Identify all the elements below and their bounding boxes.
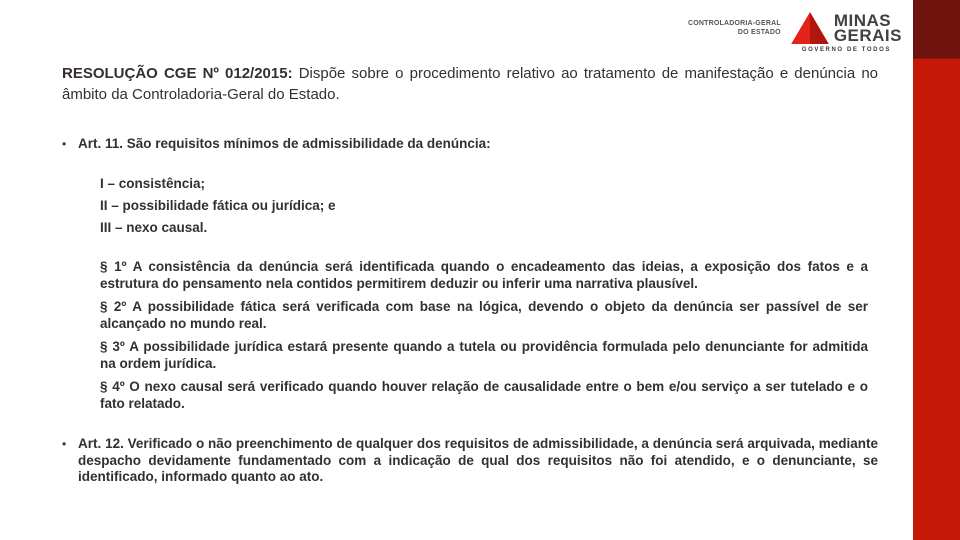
logo-brand-block bbox=[791, 12, 902, 53]
logo-tagline: GOVERNO DE TODOS bbox=[801, 47, 891, 53]
paragraph-2: § 2º A possibilidade fática será verificada com base na lógica, devendo o objeto da denúncia ser passível de ser alcançado no mundo real. bbox=[100, 299, 868, 331]
slide-content bbox=[62, 64, 878, 486]
logo-org-text bbox=[688, 19, 781, 37]
art-11-row bbox=[62, 136, 878, 153]
paragraphs-block bbox=[100, 259, 868, 412]
art-12-row bbox=[62, 436, 878, 486]
paragraph-1: § 1º A consistência da denúncia será identificada quando o encadeamento das ideias, a exposição dos fatos e a estrutura do pensamento nela contidos permitirem deduzir ou inferir uma narrativa plausível. bbox=[100, 259, 868, 291]
paragraph-3: § 3º A possibilidade jurídica estará presente quando a tutela ou providência formulada pelo denunciante for admitida na ordem jurídica. bbox=[100, 339, 868, 371]
slide-title bbox=[62, 64, 878, 105]
art-11-heading: Art. 11. São requisitos mínimos de admissibilidade da denúncia: bbox=[78, 136, 491, 152]
requisito-item-3: III – nexo causal. bbox=[100, 220, 208, 236]
requisito-item-2: II – possibilidade fática ou jurídica; e bbox=[100, 198, 336, 214]
logo-org-line2: DO ESTADO bbox=[737, 29, 781, 36]
logo-brand-line2: GERAIS bbox=[833, 26, 902, 45]
slide-title-rest: Dispõe sobre o procedimento relativo ao tratamento de manifestação e denúncia no âmbito da Controladoria-Geral do Estado. bbox=[62, 65, 878, 103]
requisito-item-1: I – consistência; bbox=[100, 176, 206, 192]
paragraph-4: § 4º O nexo causal será verificado quando houver relação de causalidade entre o bem e/ou serviço a ser tutelado e o fato relatado. bbox=[100, 379, 868, 411]
bullet-icon: • bbox=[62, 437, 67, 452]
logo-brand-line1: MINAS bbox=[833, 11, 892, 30]
slide-title-lead: RESOLUÇÃO CGE Nº 012/2015: bbox=[62, 65, 293, 82]
art-12-paragraph: Art. 12. Verificado o não preenchimento de qualquer dos requisitos de admissibilidade, a denúncia será arquivada, mediante despacho devidamente fundamentado com a indicação de qual dos requisitos não foi atendido, e o denunciante, se identificado, informado quanto ao ato. bbox=[78, 436, 878, 485]
logo-org-line1: CONTROLADORIA-GERAL bbox=[687, 20, 781, 27]
logo-brand-row bbox=[791, 12, 902, 44]
triangle-icon bbox=[791, 12, 829, 44]
bullet-icon: • bbox=[62, 137, 67, 152]
minas-gerais-logo bbox=[688, 12, 902, 53]
logo-brand-words bbox=[834, 13, 902, 43]
right-accent-bar bbox=[913, 0, 960, 540]
requisitos-list bbox=[100, 173, 878, 239]
